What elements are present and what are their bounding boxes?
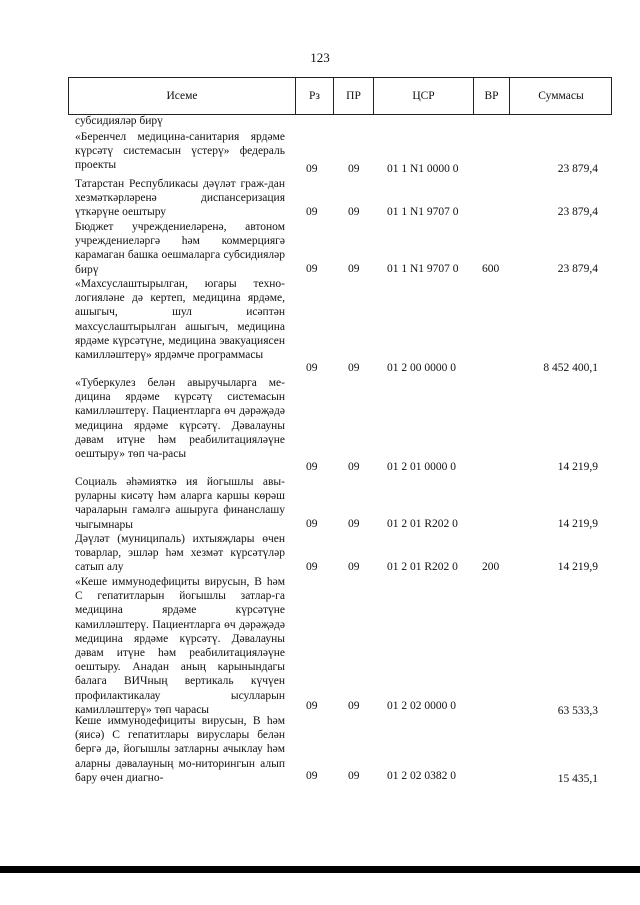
row-sum: 23 879,4	[557, 163, 598, 175]
row-pr: 09	[348, 461, 360, 473]
row-name: Кеше иммунодефициты вирусын, В һәм (яисә) С гепатитлары вируслары белән бергә дә, йогышлы затларны ачыклау һәм аларны дәвалауның мо-ниторингын алып бару өчен диагно-	[75, 715, 285, 784]
row-pr: 09	[348, 263, 360, 275]
row-csr: 01 1 N1 9707 0	[387, 263, 459, 275]
header-name: Исеме	[166, 90, 198, 102]
row-name: «Туберкулез белән авыручыларга ме-дицина ярдәме күрсәтү системасын камилләштерү. Пациентларга өч дәрәҗәдә медицина ярдәме күрсәтү. Дәвалауны дәвам итүне һәм реабилитацияләүне оештыру» төп ча-расы	[75, 377, 285, 461]
row-rz: 09	[306, 461, 318, 473]
header-pr: ПР	[333, 78, 373, 114]
row-csr: 01 1 N1 0000 0	[387, 163, 459, 175]
row-sum: 8 452 400,1	[543, 362, 598, 374]
row-pr: 09	[348, 770, 360, 782]
row-sum: 14 219,9	[557, 518, 598, 530]
row-rz: 09	[306, 700, 318, 712]
row-rz: 09	[306, 263, 318, 275]
row-name: Бюджет учреждениеләренә, автоном учреждениеләргә һәм коммерциягә карамаган башка оешмаларга субсидияләр бирү	[75, 221, 285, 276]
row-rz: 09	[306, 206, 318, 218]
row-pr: 09	[348, 700, 360, 712]
row-csr: 01 1 N1 9707 0	[387, 206, 459, 218]
row-vr: 200	[482, 561, 500, 573]
row-name: «Махсуслаштырылган, югары техно-логияләне дә кертеп, медицина ярдәме, ашыгыч, шул исәптән махсуслаштырылган ашыгыч, медицина ярдәме күрсәтүне, медицина эвакуациясен камилләштерү» ярдәмче программасы	[75, 278, 285, 362]
row-csr: 01 2 01 R202 0	[387, 518, 458, 530]
row-name: «Кеше иммунодефициты вирусын, В һәм С гепатитларын йогышлы затлар-га медицина ярдәме күрсәтүне камилләштерү. Пациентларга өч дәрәҗәдә медицина ярдәме күрсәтү. Дәвалауны дәвам итүне һәм реабилитацияләүне оештыру. Анадан аның карынындагы балага ВИЧның вертикаль күчүен профилактикалау ысулларын камилләштерү» төп чарасы	[75, 576, 285, 716]
row-csr: 01 2 02 0382 0	[387, 770, 456, 782]
header-csr: ЦСР	[373, 78, 473, 114]
row-pr: 09	[348, 362, 360, 374]
page-number: 123	[310, 50, 330, 65]
row-pr: 09	[348, 206, 360, 218]
row-rz: 09	[306, 362, 318, 374]
row-name: Социаль әһәмияткә ия йогышлы авы-руларны кисәтү һәм аларга каршы көрәш чараларын гамәлгә ашыруга финанслашу чыгымнары	[75, 476, 285, 531]
row-sum: 14 219,9	[557, 561, 598, 573]
row-sum: 23 879,4	[557, 263, 598, 275]
row-csr: 01 2 02 0000 0	[387, 700, 456, 712]
row-rz: 09	[306, 518, 318, 530]
header-vr: ВР	[473, 78, 509, 114]
row-pr: 09	[348, 163, 360, 175]
row-sum: 23 879,4	[557, 206, 598, 218]
row-csr: 01 2 00 0000 0	[387, 362, 456, 374]
row-name: Дәүләт (муниципаль) ихтыяҗлары өчен товарлар, эшләр һәм хезмәт күрсәтүләр сатып алу	[75, 533, 285, 574]
row-name: «Беренчел медицина-санитария ярдәме күрсәтү системасын үстерү» федераль проекты	[75, 131, 285, 172]
row-csr: 01 2 01 R202 0	[387, 561, 458, 573]
scan-edge-bar	[0, 866, 640, 873]
row-pr: 09	[348, 518, 360, 530]
row-rz: 09	[306, 770, 318, 782]
row-rz: 09	[306, 163, 318, 175]
row-sum: 63 533,3	[557, 705, 598, 717]
header-sum: Суммасы	[509, 78, 612, 114]
row-name: Татарстан Республикасы дәүләт граж-дан хезмәткәрләренә диспансеризация үткәрүне оештыру	[75, 178, 285, 219]
continued-text: субсидияләр бирү	[75, 115, 163, 127]
row-sum: 15 435,1	[557, 773, 598, 785]
row-rz: 09	[306, 561, 318, 573]
row-csr: 01 2 01 0000 0	[387, 461, 456, 473]
row-pr: 09	[348, 561, 360, 573]
row-vr: 600	[482, 263, 500, 275]
header-rz: Рз	[295, 78, 333, 114]
row-sum: 14 219,9	[557, 461, 598, 473]
